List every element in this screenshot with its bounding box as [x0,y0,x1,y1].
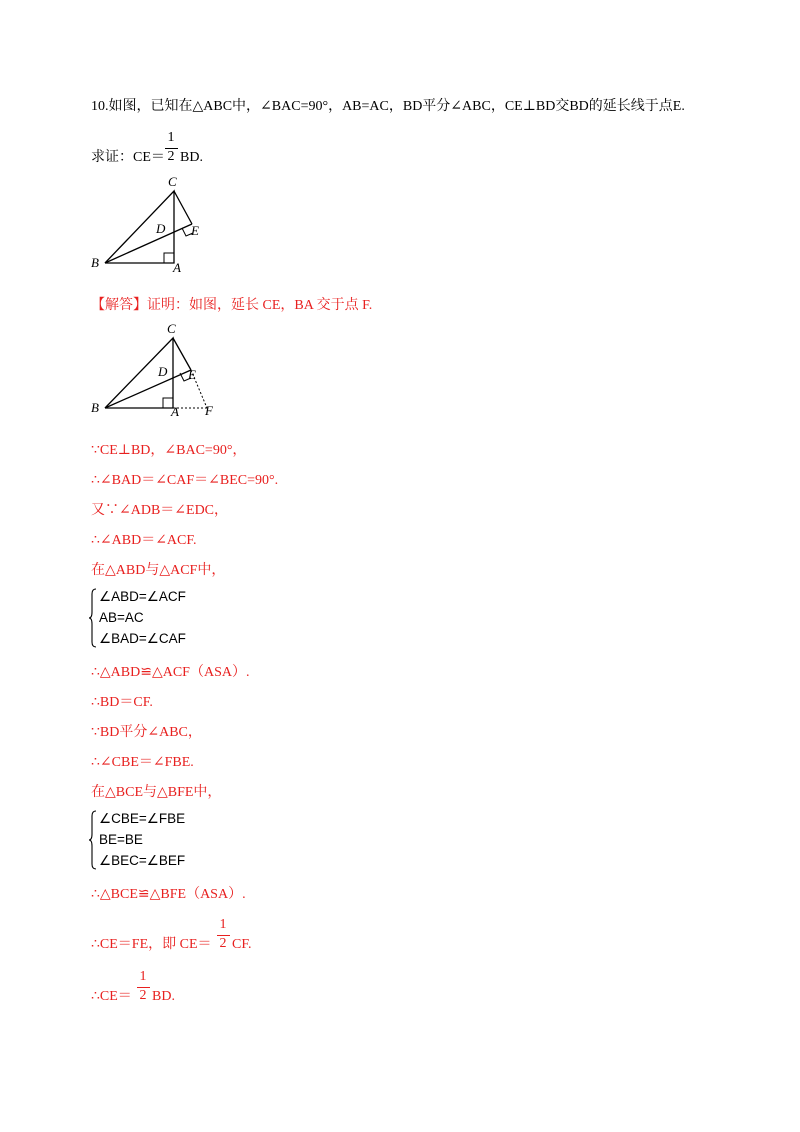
fig2-label-d: D [158,364,168,379]
half-frac-num: 1 [219,917,227,932]
system-1-line: ∠BAD=∠CAF [99,631,186,646]
solution-step: 在△BCE与△BFE中， [91,785,222,800]
prove-prefix: 求证：CE＝ [91,150,165,165]
system-2-brace [88,810,98,870]
solution-step-congruent-2: ∴△BCE≌△BFE（ASA）. [91,887,246,902]
half-frac-den: 2 [219,936,227,951]
figure-1-triangle [85,170,215,275]
system-1-line: AB=AC [99,610,144,625]
fig2-label-c: C [167,321,176,336]
solution-final-suffix: BD. [152,989,175,1004]
solution-step: ∵CE⊥BD，∠BAC=90°， [91,443,247,458]
solution-step: ∴∠CBE＝∠FBE. [91,755,194,770]
system-1-line: ∠ABD=∠ACF [99,589,186,604]
solution-header [91,297,372,315]
solution-step: ∴BD＝CF. [91,695,153,710]
solution-step: 在△ABD与△ACF中， [91,563,226,578]
fig2-label-f: F [205,403,213,418]
system-1-brace [88,588,98,648]
final-frac-num: 1 [139,969,147,984]
solution-step: 又∵∠ADB＝∠EDC， [91,503,229,518]
solution-final-prefix: ∴CE＝ [91,989,132,1004]
fig2-label-e: E [188,367,196,382]
prove-frac-num: 1 [167,130,175,145]
system-2-line: ∠BEC=∠BEF [99,853,186,868]
solution-step: ∵BD平分∠ABC， [91,725,202,740]
fig2-label-b: B [91,400,99,415]
fig1-label-c: C [168,174,177,189]
fig1-label-a: A [173,260,181,275]
solution-step-half-suffix: CF. [232,937,252,952]
prove-frac-den: 2 [167,149,175,164]
solution-header-text: 证明：如图，延长 CE，BA 交于点 F. [147,298,373,313]
solution-step: ∴∠BAD＝∠CAF＝∠BEC=90°. [91,473,279,488]
system-2-line: ∠CBE=∠FBE [99,811,186,826]
fig1-label-b: B [91,255,99,270]
figure-2-triangle [85,318,235,423]
final-frac-den: 2 [139,988,147,1003]
fig2-label-a: A [171,404,179,419]
solution-step: ∴△ABD≌△ACF（ASA）. [91,665,250,680]
fig1-label-e: E [191,223,199,238]
solution-tag: 【解答】 [91,298,147,313]
problem-statement: 10.如图，已知在△ABC中，∠BAC=90°，AB=AC，BD平分∠ABC，CE⊥BD交BD的延长线于点E. [91,99,685,114]
fig1-label-d: D [156,221,166,236]
solution-step: ∴∠ABD＝∠ACF. [91,533,197,548]
solution-step-half-prefix: ∴CE＝FE，即 CE＝ [91,937,212,952]
system-2-line: BE=BE [99,832,143,847]
prove-suffix: BD. [180,150,203,165]
